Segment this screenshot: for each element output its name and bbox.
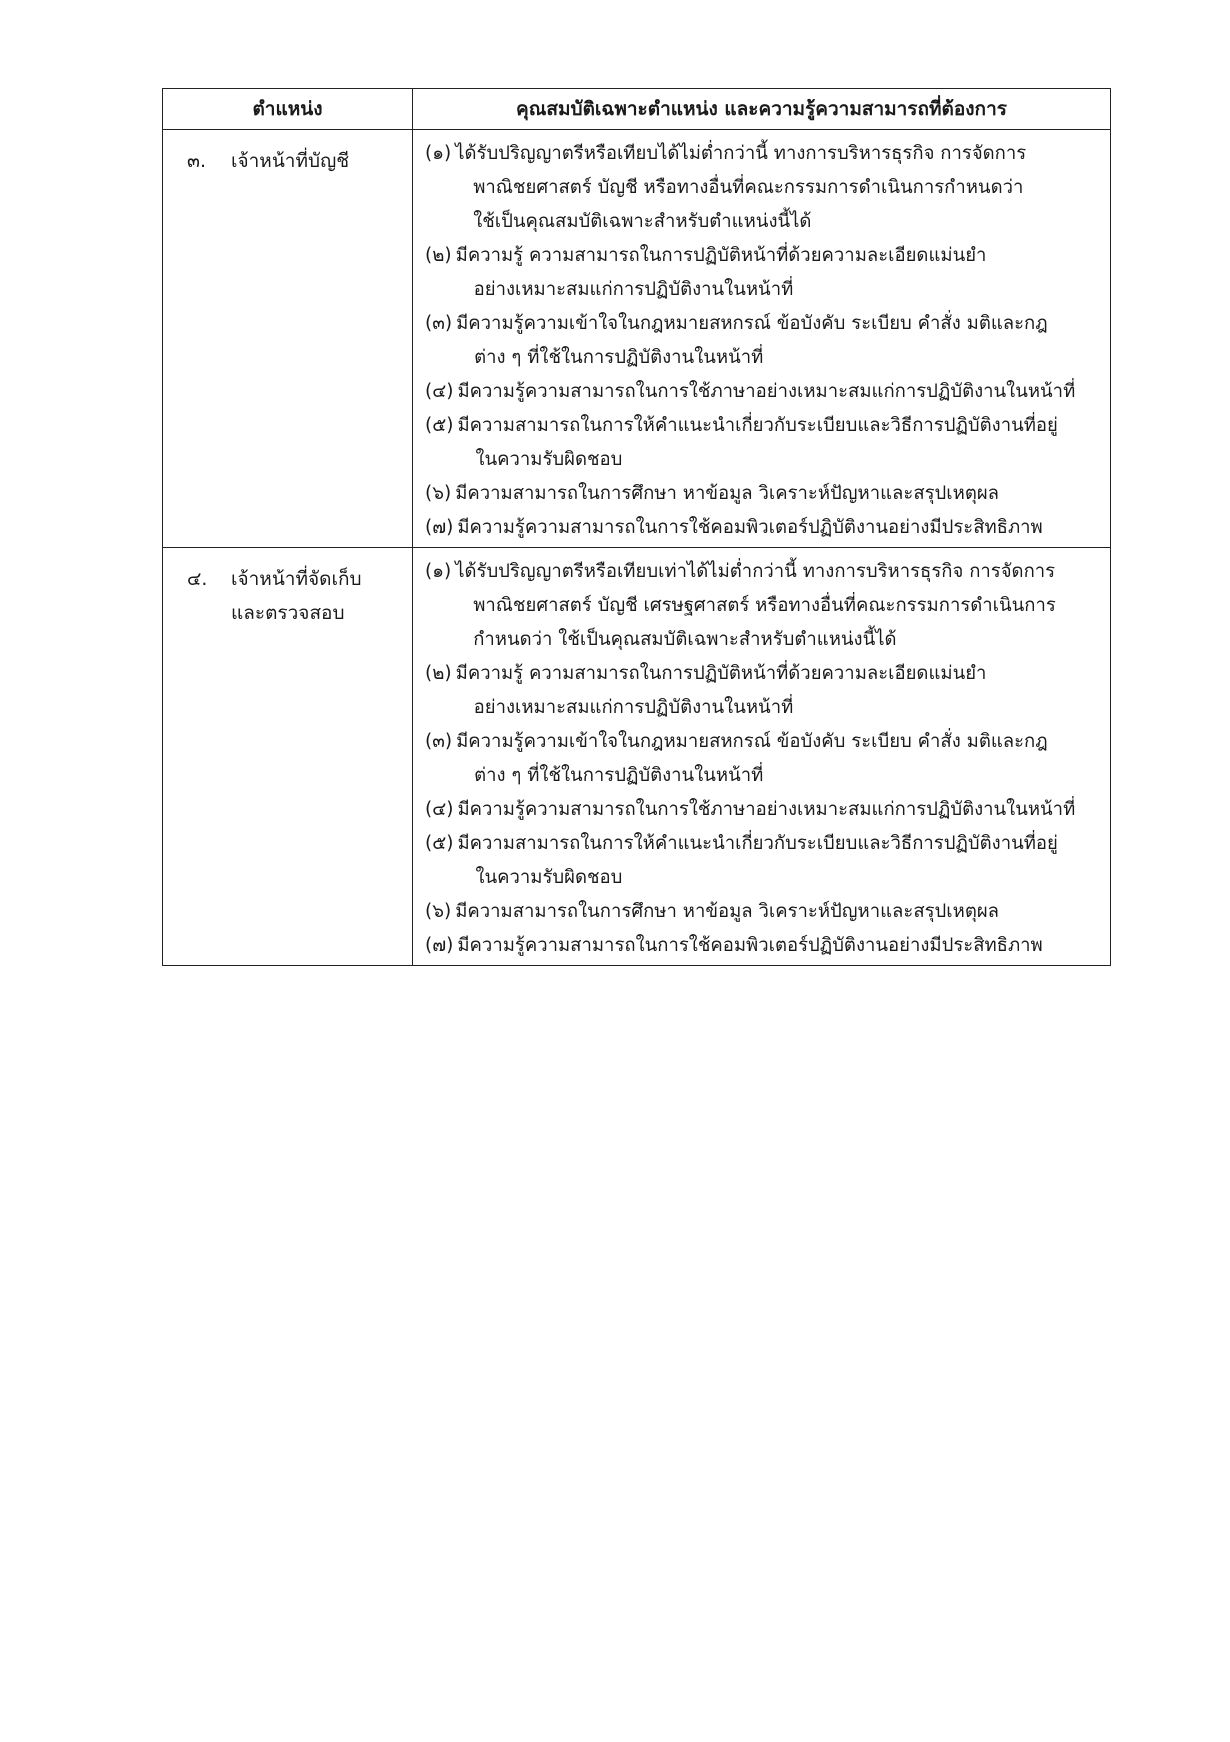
qualification-item-number: (๑) — [425, 143, 452, 164]
qualification-item-number: (๖) — [425, 483, 452, 504]
qualification-item-text: มีความสามารถในการให้คำแนะนำเกี่ยวกับระเบียบและวิธีการปฏิบัติงานที่อยู่ — [457, 415, 1058, 436]
qualification-item-text: กำหนดว่า ใช้เป็นคุณสมบัติเฉพาะสำหรับตำแหน่งนี้ได้ — [473, 629, 897, 650]
position-name — [231, 562, 362, 630]
qualification-item-number: (๓) — [425, 313, 453, 334]
qualification-item-number: (๑) — [425, 561, 452, 582]
position-name-line: เจ้าหน้าที่บัญชี — [231, 150, 350, 172]
position-entry — [187, 144, 404, 178]
position-entry — [187, 562, 404, 630]
qualification-item — [425, 239, 1104, 307]
qualification-item — [425, 477, 1104, 511]
qualification-item-text: มีความสามารถในการศึกษา หาข้อมูล วิเคราะห์ปัญหาและสรุปเหตุผล — [455, 483, 1000, 504]
qualification-item-text: มีความรู้ความเข้าใจในกฎหมายสหกรณ์ ข้อบังคับ ระเบียบ คำสั่ง มติและกฎ — [456, 731, 1048, 752]
qualification-item-text: ได้รับปริญญาตรีหรือเทียบเท่าได้ไม่ต่ำกว่านี้ ทางการบริหารธุรกิจ การจัดการ — [455, 561, 1056, 582]
position-name-line: และตรวจสอบ — [231, 602, 345, 624]
qualification-item-number: (๓) — [425, 731, 453, 752]
qualification-item — [425, 409, 1104, 477]
qualification-item-number: (๔) — [425, 381, 454, 402]
table-header-row — [163, 89, 1111, 130]
qualification-item-text: ในความรับผิดชอบ — [475, 449, 623, 470]
qualification-table — [162, 88, 1111, 966]
qualification-item-number: (๕) — [425, 415, 454, 436]
qualification-item — [425, 555, 1104, 657]
qualification-item-text: มีความรู้ความสามารถในการใช้คอมพิวเตอร์ปฏิบัติงานอย่างมีประสิทธิภาพ — [457, 935, 1043, 956]
qualification-item-text: มีความสามารถในการศึกษา หาข้อมูล วิเคราะห์ปัญหาและสรุปเหตุผล — [455, 901, 1000, 922]
qualification-item-text: ต่าง ๆ ที่ใช้ในการปฏิบัติงานในหน้าที่ — [474, 347, 764, 368]
qualification-item — [425, 827, 1104, 895]
qualification-item-text: มีความรู้ความสามารถในการใช้ภาษาอย่างเหมาะสมแก่การปฏิบัติงานในหน้าที่ — [457, 381, 1076, 402]
qualification-cell — [413, 130, 1111, 548]
qualification-item — [425, 511, 1104, 545]
qualification-item — [425, 793, 1104, 827]
qualification-item-number: (๖) — [425, 901, 452, 922]
qualification-item-text: พาณิชยศาสตร์ บัญชี หรือทางอื่นที่คณะกรรมการดำเนินการกำหนดว่า — [473, 177, 1024, 198]
position-name-line: เจ้าหน้าที่จัดเก็บ — [231, 568, 362, 590]
qualification-item-number: (๒) — [425, 245, 452, 266]
header-position: ตำแหน่ง — [163, 89, 413, 130]
qualification-item-number: (๗) — [425, 935, 454, 956]
qualification-item-text: อย่างเหมาะสมแก่การปฏิบัติงานในหน้าที่ — [473, 697, 794, 718]
qualification-item-number: (๔) — [425, 799, 454, 820]
qualification-item — [425, 895, 1104, 929]
qualification-item — [425, 375, 1104, 409]
table-body — [163, 130, 1111, 966]
qualification-cell — [413, 548, 1111, 966]
qualification-item — [425, 137, 1104, 239]
position-name — [231, 144, 349, 178]
position-cell — [163, 130, 413, 548]
table-row — [163, 548, 1111, 966]
header-qualification: คุณสมบัติเฉพาะตำแหน่ง และความรู้ความสามารถที่ต้องการ — [413, 89, 1111, 130]
qualification-item-text: ใช้เป็นคุณสมบัติเฉพาะสำหรับตำแหน่งนี้ได้ — [473, 211, 812, 232]
table-row — [163, 130, 1111, 548]
qualification-item — [425, 725, 1104, 793]
qualification-item — [425, 307, 1104, 375]
position-number: ๓. — [187, 150, 207, 172]
qualification-item-text: มีความรู้ ความสามารถในการปฏิบัติหน้าที่ด้วยความละเอียดแม่นยำ — [455, 245, 987, 266]
qualification-item — [425, 929, 1104, 963]
qualification-item-text: ต่าง ๆ ที่ใช้ในการปฏิบัติงานในหน้าที่ — [474, 765, 764, 786]
qualification-item-text: มีความรู้ความสามารถในการใช้ภาษาอย่างเหมาะสมแก่การปฏิบัติงานในหน้าที่ — [457, 799, 1076, 820]
qualification-item-text: ได้รับปริญญาตรีหรือเทียบได้ไม่ต่ำกว่านี้ ทางการบริหารธุรกิจ การจัดการ — [455, 143, 1027, 164]
qualification-item-number: (๒) — [425, 663, 452, 684]
qualification-item-text: มีความรู้ความสามารถในการใช้คอมพิวเตอร์ปฏิบัติงานอย่างมีประสิทธิภาพ — [457, 517, 1043, 538]
qualification-item-number: (๕) — [425, 833, 454, 854]
qualification-item-text: พาณิชยศาสตร์ บัญชี เศรษฐศาสตร์ หรือทางอื่นที่คณะกรรมการดำเนินการ — [473, 595, 1056, 616]
qualification-item-text: ในความรับผิดชอบ — [475, 867, 623, 888]
qualification-item-text: มีความรู้ความเข้าใจในกฎหมายสหกรณ์ ข้อบังคับ ระเบียบ คำสั่ง มติและกฎ — [456, 313, 1048, 334]
qualification-item — [425, 657, 1104, 725]
qualification-item-text: มีความรู้ ความสามารถในการปฏิบัติหน้าที่ด้วยความละเอียดแม่นยำ — [455, 663, 987, 684]
qualification-item-number: (๗) — [425, 517, 454, 538]
position-number: ๔. — [187, 568, 208, 590]
position-cell — [163, 548, 413, 966]
qualification-item-text: อย่างเหมาะสมแก่การปฏิบัติงานในหน้าที่ — [473, 279, 794, 300]
qualification-item-text: มีความสามารถในการให้คำแนะนำเกี่ยวกับระเบียบและวิธีการปฏิบัติงานที่อยู่ — [457, 833, 1058, 854]
